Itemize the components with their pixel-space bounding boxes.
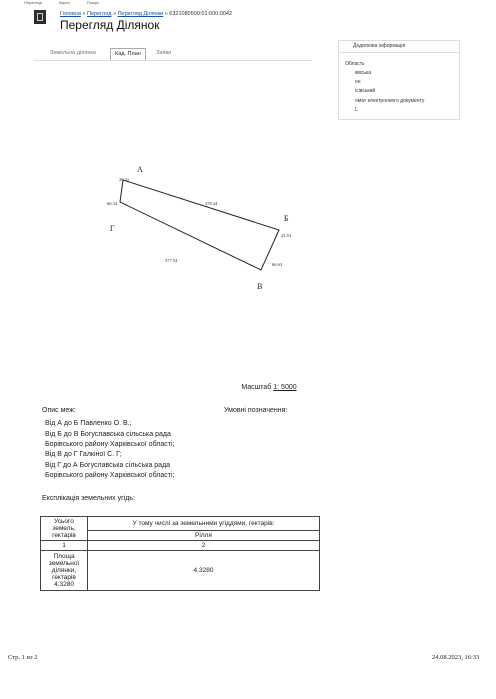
tab-cad-plan[interactable]: Кад. План: [110, 48, 146, 60]
tab-applications[interactable]: Заяви: [156, 50, 172, 56]
additional-info-panel: [338, 40, 460, 120]
tab-divider: [34, 60, 312, 61]
page-title: Перегляд Ділянок: [60, 18, 160, 32]
edge-label-bv: 23.53: [281, 233, 292, 238]
scale-label: Масштаб: [241, 384, 272, 391]
tab-land-parcel[interactable]: Земельна ділянка: [50, 50, 96, 56]
vertex-v: В: [257, 282, 263, 291]
print-datetime: 24.08.2023, 16:33: [432, 654, 480, 661]
area-value: 4.3280: [88, 551, 320, 591]
land-explication-table: [40, 516, 320, 591]
explication-heading: Експлікація земельних угідь:: [42, 495, 135, 502]
edge-label-ab: 378.24: [205, 201, 218, 206]
breadcrumb-sep: »: [112, 11, 117, 17]
info-row: он: [355, 79, 361, 85]
nav-link-search[interactable]: Пошук: [86, 0, 99, 5]
page-number: Стр. 1 из 2: [8, 654, 38, 661]
boundary-line: Від Б до В Богуславська сільська рада: [45, 431, 171, 438]
column-number: 1: [41, 541, 88, 551]
boundary-line: Борівського району Харківської області;: [45, 441, 175, 448]
boundary-line: Від Г до А Богуславська сільська рада: [45, 462, 171, 469]
breadcrumb-sep: »: [164, 11, 168, 17]
corner-label-a: 26.31: [119, 177, 130, 182]
info-header: Додаткова інформація: [339, 41, 459, 53]
boundary-line: Від А до Б Павленко О. В.;: [45, 420, 132, 427]
info-row: ківська: [355, 70, 372, 76]
header-total: Усього земель, гектарів: [41, 517, 88, 541]
breadcrumb-view[interactable]: Перегляд: [87, 11, 112, 17]
header-land-type: Рілля: [88, 531, 320, 541]
scale-value: 1: 5000: [273, 384, 297, 391]
info-row: омат електронного документу: [355, 98, 425, 104]
top-nav: [24, 0, 494, 6]
corner-label-v: 66.63: [272, 262, 283, 267]
cadastral-plan: [0, 150, 496, 300]
legend-heading: Умовні позначення:: [224, 407, 288, 414]
column-number: 2: [88, 541, 320, 551]
vertex-a: А: [137, 165, 143, 174]
breadcrumb-home[interactable]: Головна: [60, 11, 81, 17]
breadcrumb-parcel-view[interactable]: Перегляд Ділянки: [117, 11, 164, 17]
scale-line: [0, 384, 496, 391]
coat-of-arms-icon: [34, 10, 46, 24]
parcel-outline: [120, 180, 279, 270]
edge-label-vg: 377.54: [165, 258, 178, 263]
nav-link-view[interactable]: Перегляд: [24, 0, 42, 5]
breadcrumb-cadnum: 6321080500:01:000:0042: [169, 11, 232, 17]
boundary-line: Від В до Г Галкіної С. Г;: [45, 451, 122, 458]
area-label: Площа земельної ділянки, гектарів 4.3280: [41, 551, 88, 591]
info-row: Область: [345, 61, 365, 67]
info-row: L: [355, 107, 358, 113]
breadcrumb-sep: »: [82, 11, 86, 17]
vertex-g: Г: [110, 224, 115, 233]
vertex-b: Б: [284, 214, 289, 223]
boundaries-heading: Опис меж:: [42, 407, 76, 414]
boundary-line: Борівського району Харківської області;: [45, 472, 175, 479]
breadcrumb: [60, 11, 232, 17]
info-row: ісівський: [355, 88, 376, 94]
nav-link-map[interactable]: Карта: [58, 0, 70, 5]
edge-label-ga: 66.34: [107, 201, 118, 206]
header-included: У тому числі за земельними угіддями, гектарів:: [88, 517, 320, 531]
